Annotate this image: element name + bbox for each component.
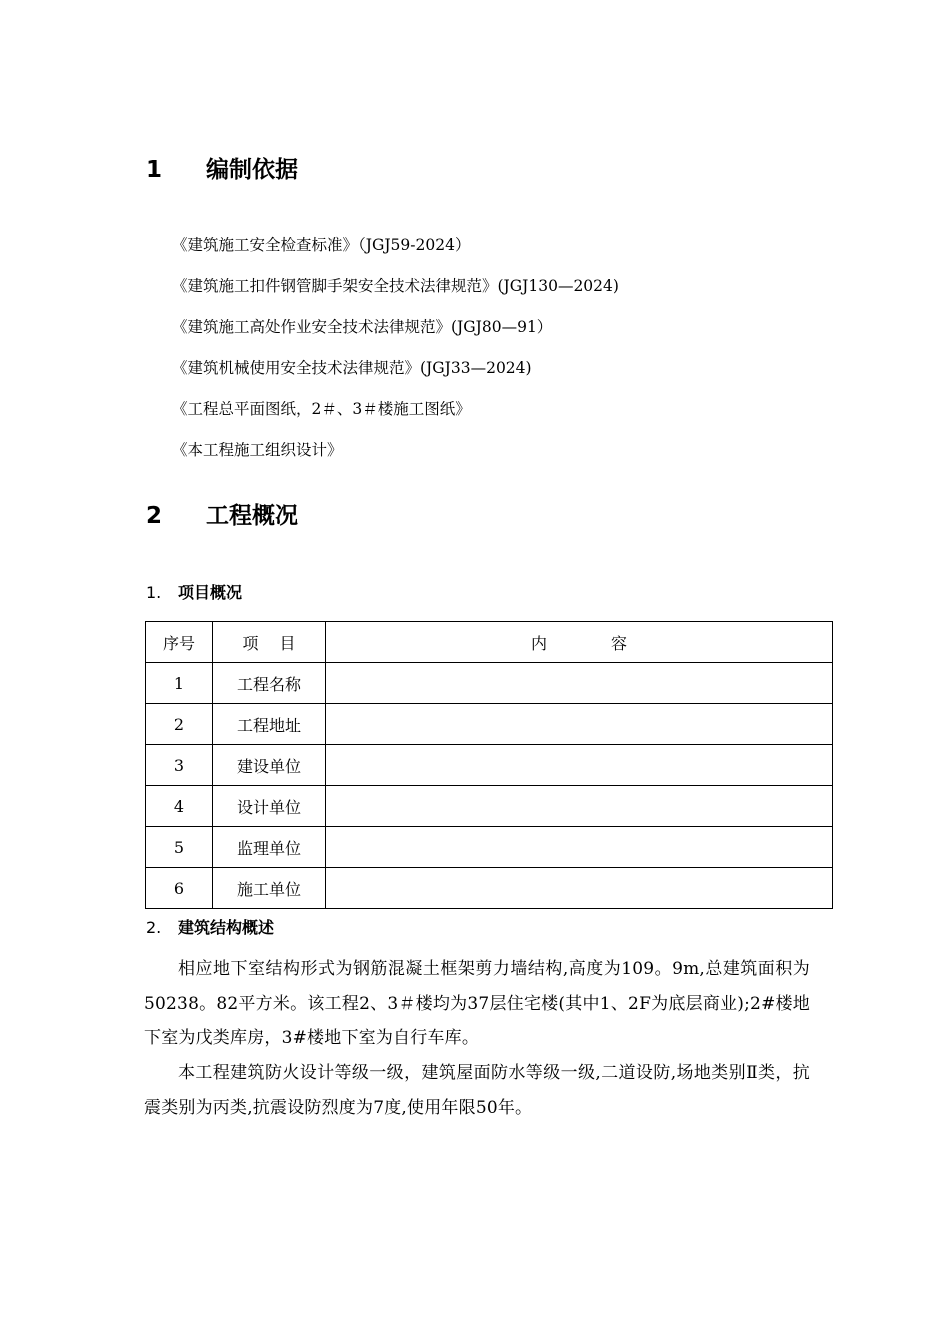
subsection-title: 建筑结构概述 [178,918,275,937]
subsection-heading-structure-overview [146,918,274,938]
body-paragraph: 本工程建筑防火设计等级一级，建筑屋面防水等级一级,二道设防,场地类别Ⅱ类，抗震类别为丙类,抗震设防烈度为7度,使用年限50年。 [144,1063,810,1118]
cell-index: 5 [146,827,213,868]
table-header-row [146,622,833,663]
section-heading-2 [146,502,298,530]
cell-content [326,663,833,704]
reference-item: 《建筑施工高处作业安全技术法律规范》(JGJ80—91） [172,318,553,336]
header-cell-content: 内 容 [326,622,833,663]
header-cell-index: 序号 [146,622,213,663]
cell-content [326,868,833,909]
reference-item: 《建筑机械使用安全技术法律规范》(JGJ33—2024) [172,359,532,377]
cell-item: 设计单位 [213,786,326,827]
cell-item: 监理单位 [213,827,326,868]
table-row [146,704,833,745]
cell-index: 4 [146,786,213,827]
subsection-heading-project-overview [146,583,242,603]
table-row [146,827,833,868]
section-heading-1 [146,156,298,184]
section-number: 1 [146,157,163,183]
cell-index: 6 [146,868,213,909]
table-row [146,745,833,786]
project-overview-table [145,621,833,909]
cell-index: 2 [146,704,213,745]
cell-item: 建设单位 [213,745,326,786]
reference-item: 《本工程施工组织设计》 [172,441,343,459]
cell-index: 3 [146,745,213,786]
header-cell-item: 项 目 [213,622,326,663]
section-title: 工程概况 [206,503,298,529]
cell-content [326,786,833,827]
subsection-number: 1. [146,583,162,602]
section-number: 2 [146,503,163,529]
body-paragraph: 相应地下室结构形式为钢筋混凝土框架剪力墙结构,高度为109。9m,总建筑面积为50238。82平方米。该工程2、3＃楼均为37层住宅楼(其中1、2F为底层商业);2#楼地下室为戊类库房，3#楼地下室为自行车库。 [144,959,810,1048]
cell-item: 施工单位 [213,868,326,909]
table-row [146,868,833,909]
subsection-title: 项目概况 [178,583,243,602]
cell-content [326,704,833,745]
cell-item: 工程地址 [213,704,326,745]
cell-content [326,827,833,868]
section-title: 编制依据 [206,157,298,183]
table-row [146,663,833,704]
table-row [146,786,833,827]
cell-content [326,745,833,786]
reference-item: 《建筑施工扣件钢管脚手架安全技术法律规范》(JGJ130—2024) [172,277,619,295]
reference-item: 《建筑施工安全检查标准》（JGJ59-2024） [172,236,471,254]
subsection-number: 2. [146,918,162,937]
reference-item: 《工程总平面图纸，2＃、3＃楼施工图纸》 [172,400,471,418]
cell-item: 工程名称 [213,663,326,704]
cell-index: 1 [146,663,213,704]
